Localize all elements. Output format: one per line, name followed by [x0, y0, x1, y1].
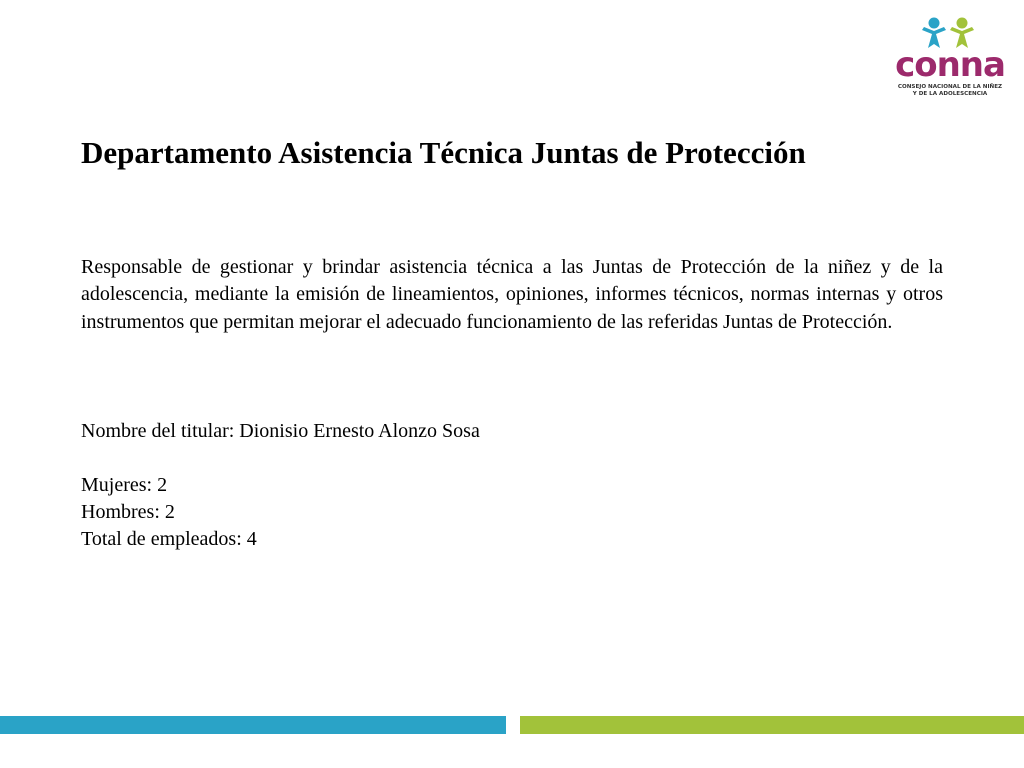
department-description: Responsable de gestionar y brindar asistencia técnica a las Juntas de Protección de la niñez y de la adolescencia, mediante la emisión de lineamientos, opiniones, informes técnicos, normas internas y otros instrumentos que permitan mejorar el adecuado funcionamiento de las referidas Juntas de Protección.: [81, 256, 943, 333]
footer-bar-blue: [0, 716, 506, 734]
footer-bar-green: [520, 716, 1024, 734]
logo-subtitle: [892, 84, 1008, 98]
men-count: Hombres: 2: [81, 501, 175, 523]
women-count: Mujeres: 2: [81, 474, 168, 496]
logo-subtitle-line-2: Y DE LA ADOLESCENCIA: [912, 91, 988, 97]
logo-subtitle-line-1: CONSEJO NACIONAL DE LA NIÑEZ: [897, 84, 1003, 90]
logo-wordmark: conna: [895, 45, 1005, 85]
total-employees: Total de empleados: 4: [81, 528, 257, 550]
titular-name: Nombre del titular: Dionisio Ernesto Alonzo Sosa: [81, 420, 480, 442]
conna-logo: [888, 14, 1012, 118]
page-title: Departamento Asistencia Técnica Juntas de Protección: [81, 135, 806, 170]
